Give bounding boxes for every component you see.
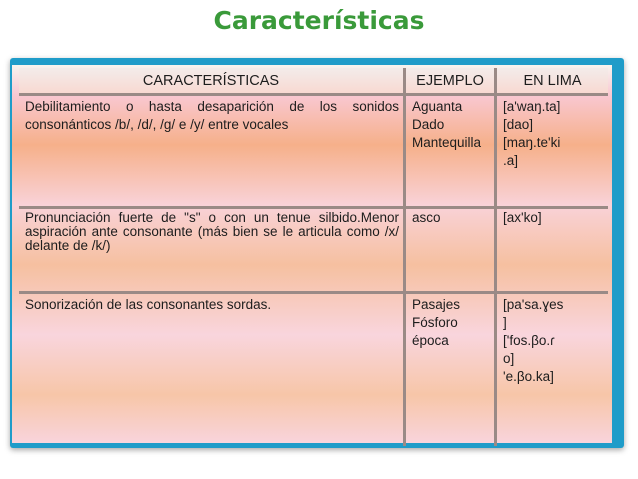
transcription-line: .a]: [503, 153, 519, 168]
en-lima-cell: [496, 208, 609, 293]
ejemplo-word: Aguanta: [412, 99, 463, 114]
ejemplo-word: Pasajes: [412, 297, 461, 312]
ejemplo-word: asco: [412, 210, 441, 225]
transcription-line: [pa'sa.ɣes: [503, 297, 564, 312]
table-row: [19, 95, 608, 208]
en-lima-cell: [496, 95, 609, 208]
transcription-line: o]: [503, 351, 515, 366]
ejemplo-cell: [405, 95, 496, 208]
ejemplo-cell: [405, 293, 496, 447]
transcription-line: 'e.βo.ka]: [503, 369, 554, 384]
ejemplo-word: época: [412, 333, 449, 348]
table-header-row: [19, 68, 608, 95]
caracteristica-cell: Sonorización de las consonantes sordas.: [25, 297, 272, 312]
ejemplo-word: Dado: [412, 117, 445, 132]
transcription-line: [a'waŋ.ta]: [503, 99, 561, 114]
table-row: [19, 208, 608, 293]
transcription-line: [maŋ.te'ki: [503, 135, 561, 150]
caracteristica-cell: Debilitamiento o hasta desaparición de los sonidos consonánticos /b/, /d/, /g/ e /y/ entre vocales: [19, 95, 405, 208]
ejemplo-cell: [405, 208, 496, 293]
header-ejemplo: EJEMPLO: [405, 68, 496, 95]
ejemplo-word: Fósforo: [412, 315, 458, 330]
table-row: [19, 293, 608, 447]
slide-title: Características: [213, 6, 425, 35]
header-caracteristicas: CARACTERÍSTICAS: [19, 68, 405, 95]
transcription-line: [ax'ko]: [503, 210, 542, 225]
transcription-line: ['fos.βo.ɾ: [503, 333, 555, 348]
characteristics-table: [19, 68, 608, 446]
header-en-lima: EN LIMA: [496, 68, 609, 95]
ejemplo-word: Mantequilla: [412, 135, 482, 150]
transcription-line: [dao]: [503, 117, 534, 132]
transcription-line: ]: [503, 315, 507, 330]
en-lima-cell: [496, 293, 609, 447]
caracteristica-cell: Pronunciación fuerte de "s" o con un tenue silbido.Menor aspiración ante consonante (más bien se le articula como /x/ delante de /k/): [19, 208, 405, 293]
